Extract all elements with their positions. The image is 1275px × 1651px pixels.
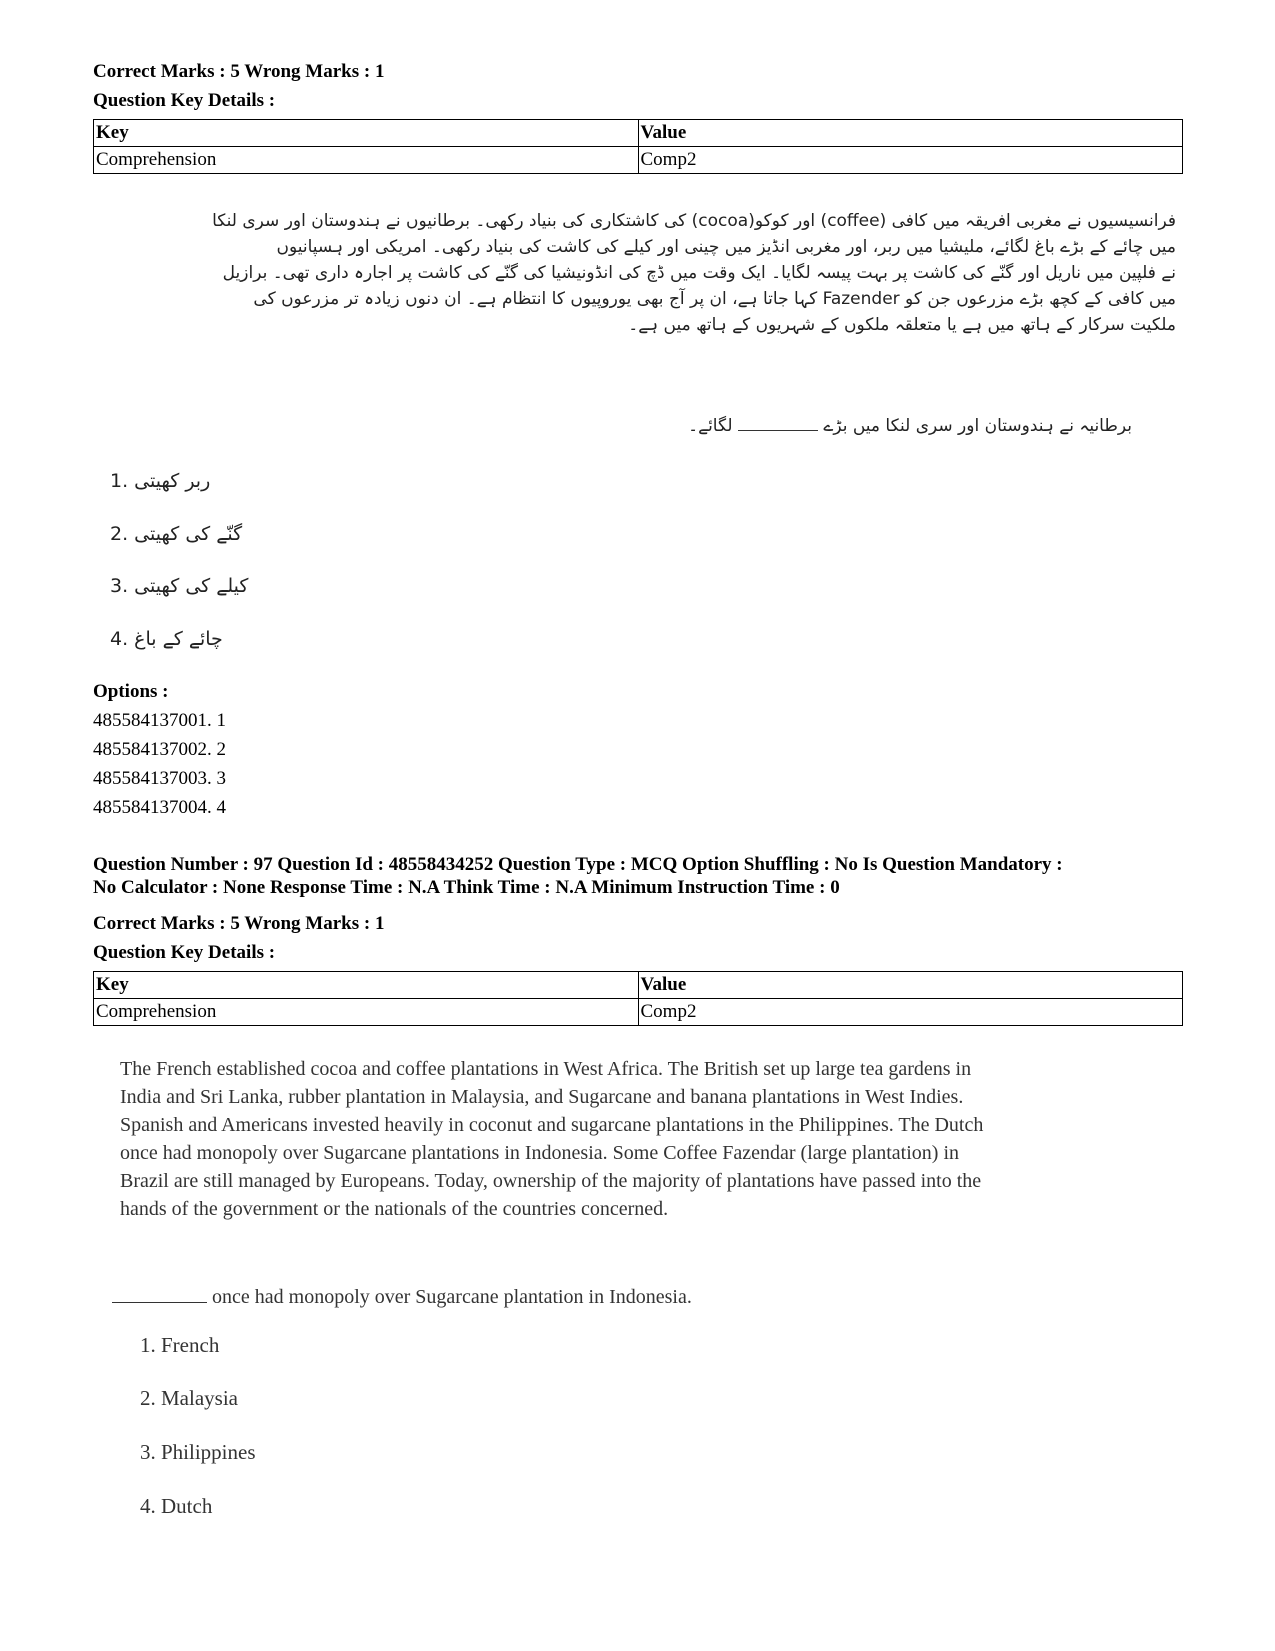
- q96-option-image-2: گنّے کی کھیتی .2: [110, 523, 243, 545]
- q96-key-details-label: Question Key Details :: [93, 90, 276, 111]
- q97-question-text: [112, 1283, 912, 1311]
- question-after: لگائے۔: [688, 416, 733, 436]
- question-before: برطانیہ نے ہندوستان اور سری لنکا میں بڑے: [823, 416, 1132, 436]
- q97-option-image-3: 3. Philippines: [140, 1440, 256, 1464]
- passage-line: میں کافی کے کچھ بڑے مزرعوں جن کو Fazender کہا جاتا ہے، ان پر آج بھی یوروپیوں کا انتظام ہے۔ ان دنوں زیادہ تر مزرعوں کی: [253, 289, 1176, 309]
- option-item: 485584137003. 3: [93, 768, 226, 789]
- table-header-value: Value: [638, 972, 1183, 999]
- q97-header-line2: No Calculator : None Response Time : N.A Think Time : N.A Minimum Instruction Time : 0: [93, 877, 840, 898]
- q96-key-table: [93, 119, 1183, 174]
- question-text: once had monopoly over Sugarcane plantation in Indonesia.: [212, 1286, 692, 1308]
- q96-marks: Correct Marks : 5 Wrong Marks : 1: [93, 61, 385, 82]
- option-item: 485584137002. 2: [93, 739, 226, 760]
- option-item: 485584137001. 1: [93, 710, 226, 731]
- q97-key-details-label: Question Key Details :: [93, 942, 276, 963]
- table-cell-value: Comp2: [638, 147, 1183, 174]
- table-header-row: [94, 120, 1183, 147]
- q96-option-image-4: چائے کے باغ .4: [110, 628, 223, 650]
- table-header-key: Key: [94, 972, 639, 999]
- q97-marks: Correct Marks : 5 Wrong Marks : 1: [93, 913, 385, 934]
- passage-line: نے فلپین میں ناریل اور گنّے کی کاشت پر بہت پیسہ لگایا۔ ایک وقت میں ڈچ کی انڈونیشیا کی گنّے کی کاشت پر اجارہ داری تھی۔ برازیل: [222, 263, 1176, 283]
- passage-line: hands of the government or the nationals of the countries concerned.: [120, 1198, 669, 1220]
- q97-header-line1: Question Number : 97 Question Id : 48558434252 Question Type : MCQ Option Shuffling : No Is Question Mandatory :: [93, 854, 1063, 875]
- table-header-value: Value: [638, 120, 1183, 147]
- table-cell-key: Comprehension: [94, 147, 639, 174]
- q97-option-image-2: 2. Malaysia: [140, 1386, 238, 1410]
- table-cell-key: Comprehension: [94, 999, 639, 1026]
- q97-header: [93, 853, 1203, 899]
- passage-line: فرانسیسیوں نے مغربی افریقہ میں کافی (coffee) اور کوکو(cocoa) کی کاشتکاری کی بنیاد رکھی۔ برطانیوں نے ہندوستان اور سری لنکا: [212, 211, 1176, 231]
- passage-line: Brazil are still managed by Europeans. Today, ownership of the majority of plantations have passed into the: [120, 1170, 982, 1192]
- passage-line: The French established cocoa and coffee plantations in West Africa. The British set up large tea gardens in: [120, 1058, 972, 1080]
- passage-line: India and Sri Lanka, rubber plantation in Malaysia, and Sugarcane and banana plantations in West Indies.: [120, 1086, 964, 1108]
- option-item: 485584137004. 4: [93, 797, 226, 818]
- table-header-row: [94, 972, 1183, 999]
- question-blank: [112, 1302, 207, 1303]
- q96-options-list: [93, 706, 226, 822]
- q97-key-table: [93, 971, 1183, 1026]
- table-header-key: Key: [94, 120, 639, 147]
- q96-option-image-3: کیلے کی کھیتی .3: [110, 575, 249, 597]
- q96-urdu-passage: [118, 208, 1176, 338]
- q97-option-image-1: 1. French: [140, 1333, 220, 1357]
- passage-line: Spanish and Americans invested heavily in coconut and sugarcane plantations in the Philippines. The Dutch: [120, 1114, 984, 1136]
- q97-passage: [120, 1055, 1180, 1223]
- table-cell-value: Comp2: [638, 999, 1183, 1026]
- table-row: [94, 147, 1183, 174]
- table-row: [94, 999, 1183, 1026]
- q96-question-text: [600, 413, 1132, 439]
- passage-line: میں چائے کے بڑے باغ لگائے، ملیشیا میں ربر، اور مغربی انڈیز میں چینی اور کیلے کی کاشت کی بنیاد رکھی۔ امریکی اور ہسپانیوں: [276, 237, 1176, 257]
- passage-line: once had monopoly over Sugarcane plantations in Indonesia. Some Coffee Fazendar (large plantation) in: [120, 1142, 960, 1164]
- question-blank: [738, 430, 818, 431]
- q96-option-image-1: ربر کھیتی .1: [110, 470, 211, 492]
- q96-options-label: Options :: [93, 681, 169, 702]
- passage-line: ملکیت سرکار کے ہاتھ میں ہے یا متعلقہ ملکوں کے شہریوں کے ہاتھ میں ہے۔: [628, 315, 1176, 335]
- q97-option-image-4: 4. Dutch: [140, 1494, 213, 1518]
